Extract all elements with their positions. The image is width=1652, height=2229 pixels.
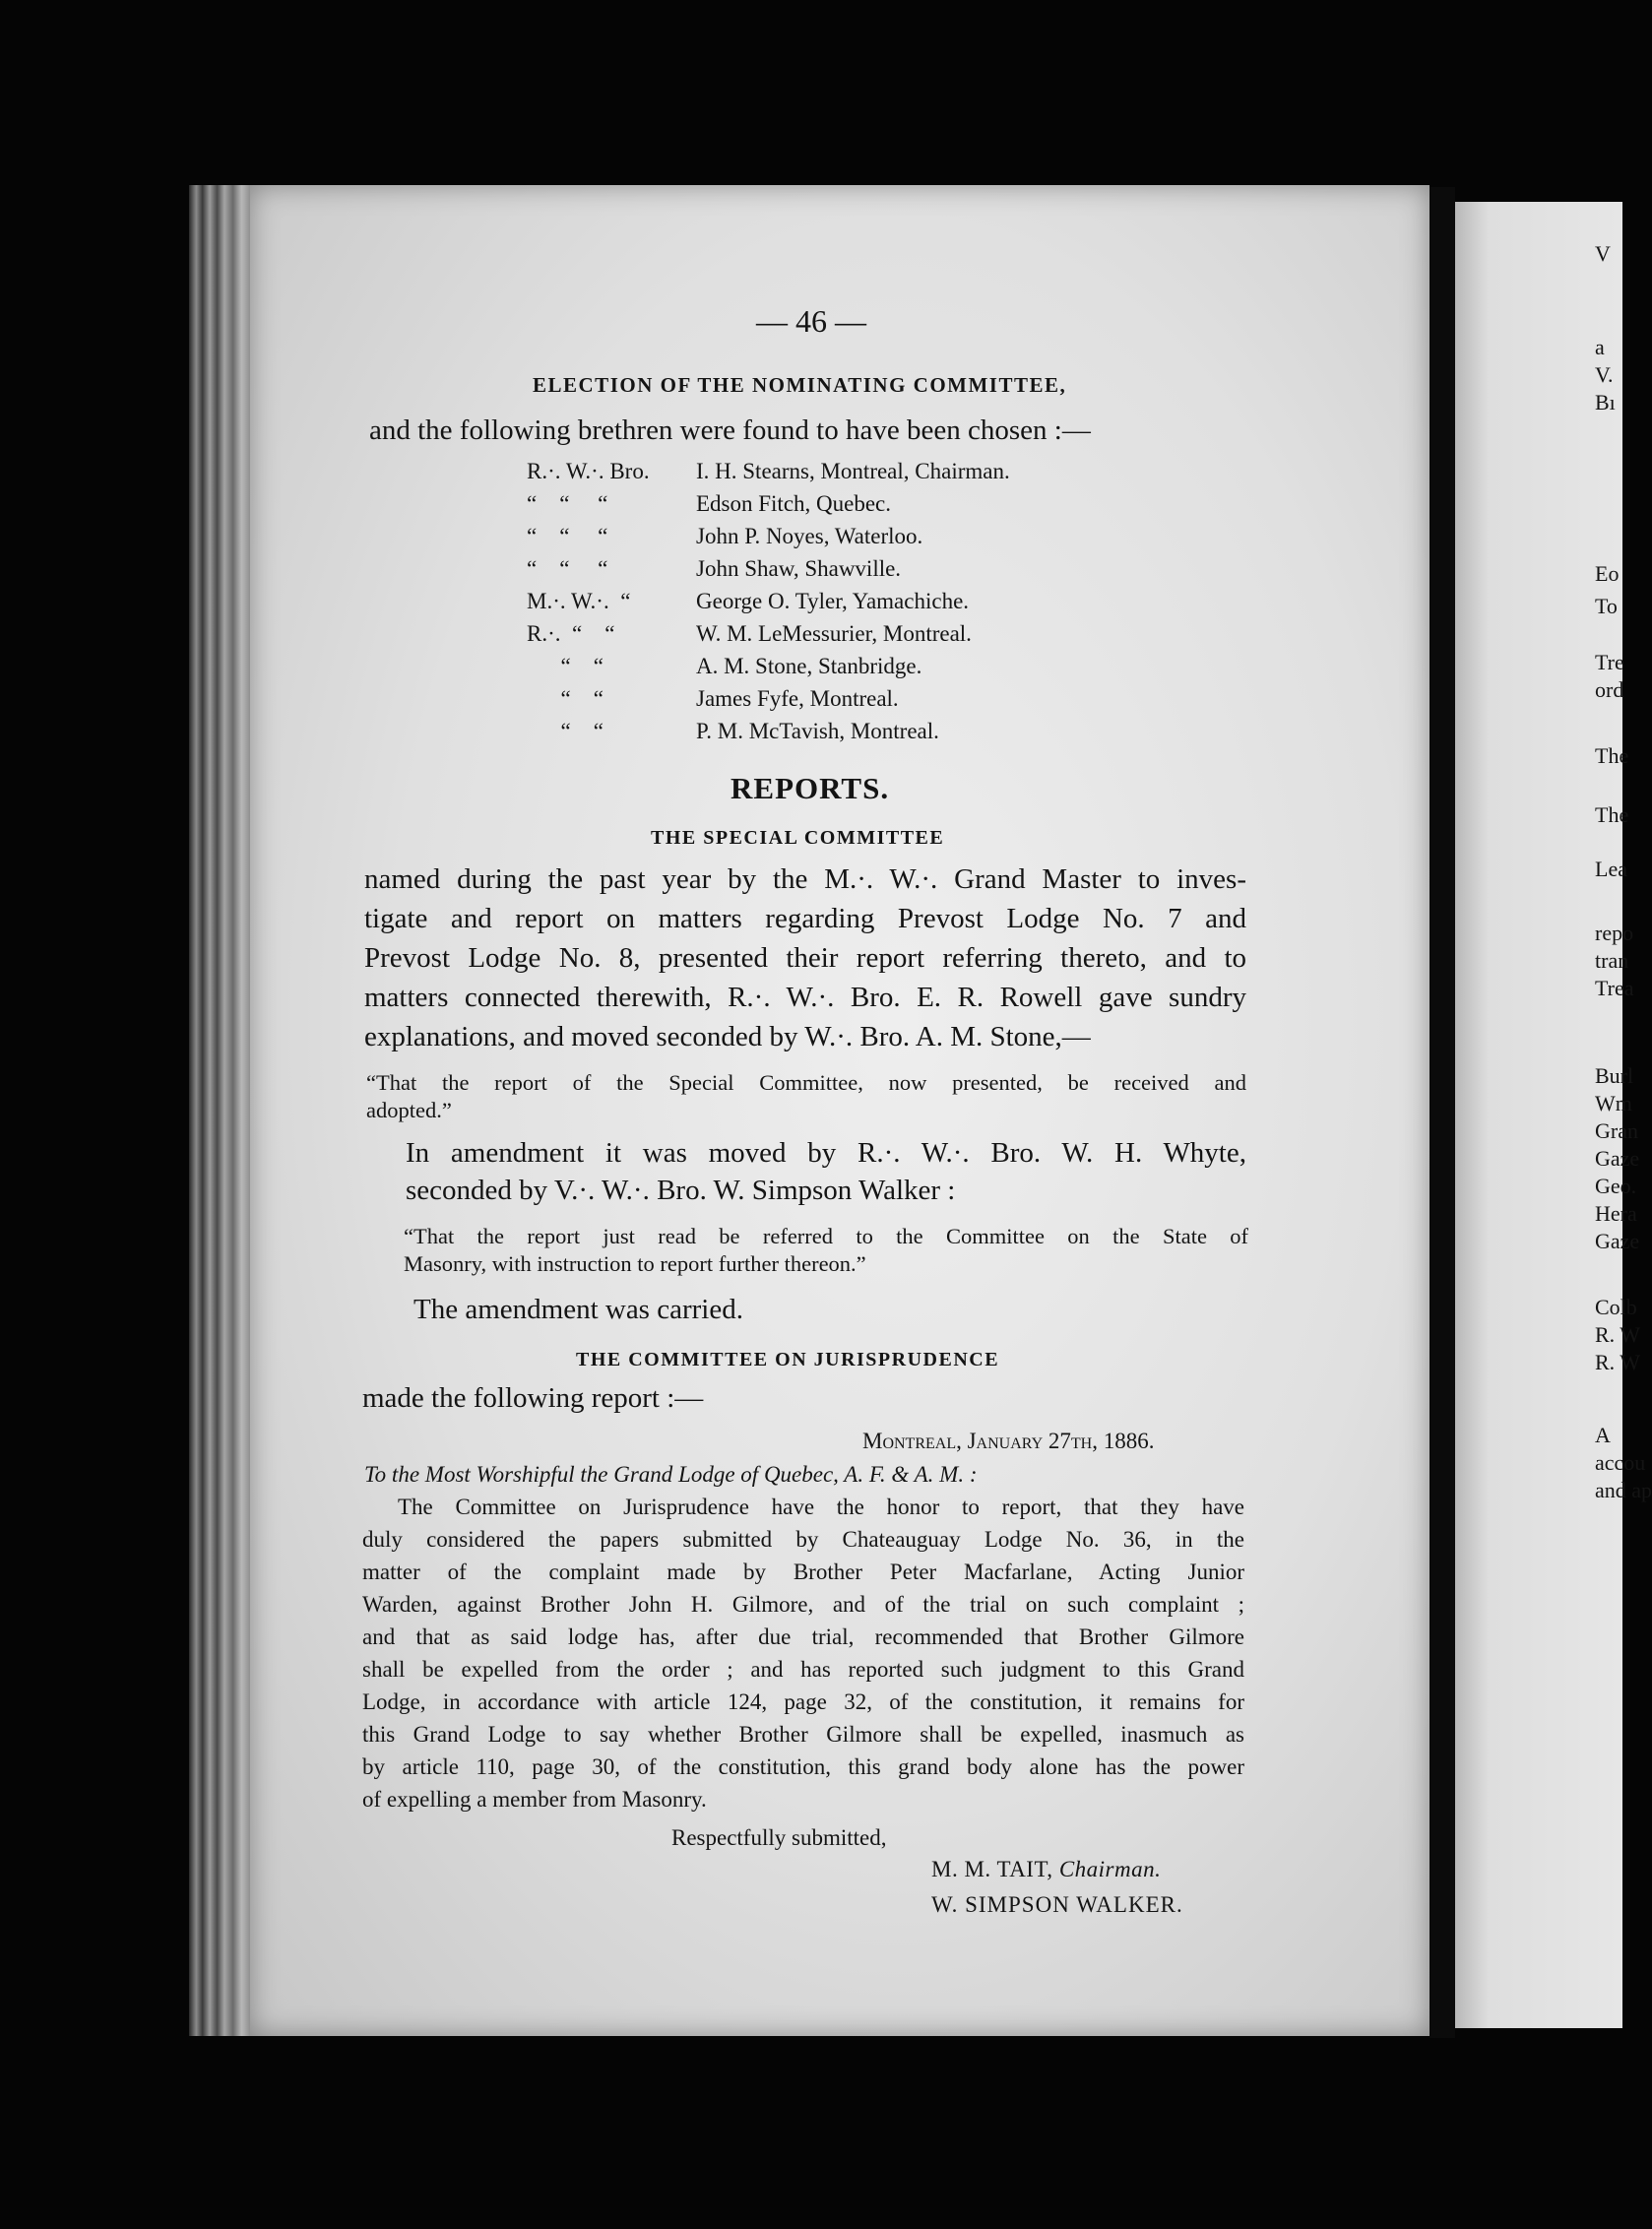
adjacent-page-fragment: The — [1595, 743, 1629, 768]
page-number: — 46 — — [756, 303, 866, 339]
adjacent-page-fragment: To — [1595, 594, 1618, 618]
amendment-carried: The amendment was carried. — [413, 1294, 743, 1325]
adjacent-page-fragment: Bı — [1595, 390, 1616, 414]
adjacent-page-fragment: A — [1595, 1423, 1611, 1447]
adjacent-page-fragment: R. W — [1595, 1322, 1641, 1347]
member-name: P. M. McTavish, Montreal. — [696, 719, 939, 743]
adjacent-page-fragment: V. — [1595, 362, 1614, 387]
text-line: this Grand Lodge to say whether Brother Gilmore shall be expelled, inasmuch as — [362, 1722, 1244, 1747]
text-line: and that as said lodge has, after due trial, recommended that Brother Gilmore — [362, 1624, 1244, 1649]
text-line: Prevost Lodge No. 8, presented their report referring thereto, and to — [364, 942, 1246, 974]
special-committee-heading: THE SPECIAL COMMITTEE — [651, 827, 945, 849]
nominating-intro: and the following brethren were found to have been chosen :— — [369, 414, 1091, 446]
member-name: John P. Noyes, Waterloo. — [696, 524, 923, 548]
adjacent-page-fragment: a — [1595, 335, 1605, 359]
member-name: Edson Fitch, Quebec. — [696, 491, 892, 516]
text-line: In amendment it was moved by R.·. W.·. Bro. W. H. Whyte, — [406, 1137, 1246, 1169]
member-rank: M.·. W.·. “ — [527, 589, 631, 613]
adjacent-page — [1455, 202, 1652, 2028]
text-line: matter of the complaint made by Brother Peter Macfarlane, Acting Junior — [362, 1560, 1244, 1584]
member-name: James Fyfe, Montreal. — [696, 686, 899, 711]
member-rank: “ “ — [527, 654, 604, 678]
text-line: “That the report just read be referred to the Committee on the State of — [404, 1224, 1248, 1248]
book-page-edges — [189, 185, 250, 2036]
member-name: I. H. Stearns, Montreal, Chairman. — [696, 459, 1010, 483]
reports-heading: REPORTS. — [731, 771, 890, 805]
text-line: Lodge, in accordance with article 124, page 32, of the constitution, it remains for — [362, 1689, 1244, 1714]
text-line: by article 110, page 30, of the constitution, this grand body alone has the power — [362, 1754, 1244, 1779]
text-line: shall be expelled from the order ; and has reported such judgment to this Grand — [362, 1657, 1244, 1682]
member-name: W. M. LeMessurier, Montreal. — [696, 621, 972, 646]
member-rank: R.·. W.·. Bro. — [527, 459, 650, 483]
nominating-heading: ELECTION OF THE NOMINATING COMMITTEE, — [533, 373, 1067, 397]
adjacent-page-fragment: Geo. — [1595, 1174, 1637, 1198]
report-closing: Respectfully submitted, — [671, 1825, 887, 1850]
text-line: “That the report of the Special Committee, now presented, be received and — [366, 1070, 1246, 1095]
adjacent-page-fragment: Burl — [1595, 1063, 1634, 1088]
text-line: The Committee on Jurisprudence have the honor to report, that they have — [398, 1495, 1244, 1519]
adjacent-page-fragment: ord — [1595, 677, 1624, 702]
text-line: seconded by V.·. W.·. Bro. W. Simpson Walker : — [406, 1175, 956, 1206]
adjacent-page-fragment: Gaze — [1595, 1229, 1640, 1253]
text-line: Warden, against Brother John H. Gilmore, and of the trial on such complaint ; — [362, 1592, 1244, 1617]
adjacent-page-fragment: Colb — [1595, 1295, 1637, 1319]
adjacent-page-fragment: Trea — [1595, 976, 1634, 1000]
adjacent-page-fragment: R. W — [1595, 1350, 1641, 1374]
report-salutation: To the Most Worshipful the Grand Lodge of Quebec, A. F. & A. M. : — [364, 1462, 978, 1487]
report-dateline: Montreal, January 27th, 1886. — [862, 1429, 1155, 1453]
signer-second: W. SIMPSON WALKER. — [931, 1892, 1183, 1917]
jurisprudence-heading: THE COMMITTEE ON JURISPRUDENCE — [576, 1349, 1000, 1370]
adjacent-page-fragment: and ap — [1595, 1478, 1652, 1502]
member-rank: “ “ — [527, 686, 604, 711]
member-rank: “ “ “ — [527, 556, 608, 581]
text-line: tigate and report on matters regarding Prevost Lodge No. 7 and — [364, 903, 1246, 934]
text-line: explanations, and moved seconded by W.·. Bro. A. M. Stone,— — [364, 1021, 1091, 1052]
signer1-role: Chairman. — [1058, 1857, 1162, 1881]
text-line: Masonry, with instruction to report further thereon.” — [404, 1251, 866, 1276]
adjacent-page-fragment: accou — [1595, 1450, 1646, 1475]
member-rank: R.·. “ “ — [527, 621, 615, 646]
adjacent-page-fragment: tran — [1595, 948, 1629, 973]
adjacent-page-fragment: V — [1595, 241, 1611, 266]
member-name: George O. Tyler, Yamachiche. — [696, 589, 970, 613]
adjacent-page-fragment: Eo — [1595, 561, 1620, 586]
page-gutter — [1430, 187, 1455, 2038]
adjacent-page-fragment: repo — [1595, 921, 1634, 945]
signer1-name: M. M. TAIT, — [931, 1857, 1053, 1881]
member-rank: “ “ “ — [527, 491, 608, 516]
jurisprudence-intro: made the following report :— — [362, 1382, 704, 1414]
text-line: named during the past year by the M.·. W.·. Grand Master to inves- — [364, 863, 1246, 895]
adjacent-page-fragment: Lea — [1595, 857, 1627, 881]
adjacent-page-fragment: Gran — [1595, 1118, 1638, 1143]
text-line: matters connected therewith, R.·. W.·. Bro. E. R. Rowell gave sundry — [364, 982, 1246, 1013]
adjacent-page-fragment: Hera — [1595, 1201, 1637, 1226]
adjacent-page-fragment: The — [1595, 802, 1629, 827]
member-name: A. M. Stone, Stanbridge. — [696, 654, 922, 678]
adjacent-page-fragment: Wm — [1595, 1091, 1632, 1115]
adjacent-page-fragment: Tre — [1595, 650, 1624, 674]
signer-chairman — [931, 1857, 1161, 1882]
text-line: adopted.” — [366, 1098, 452, 1122]
member-name: John Shaw, Shawville. — [696, 556, 902, 581]
member-rank: “ “ “ — [527, 524, 608, 548]
text-line: of expelling a member from Masonry. — [362, 1787, 707, 1812]
text-line: duly considered the papers submitted by Chateauguay Lodge No. 36, in the — [362, 1527, 1244, 1552]
member-rank: “ “ — [527, 719, 604, 743]
adjacent-page-fragment: Gaze — [1595, 1146, 1640, 1171]
